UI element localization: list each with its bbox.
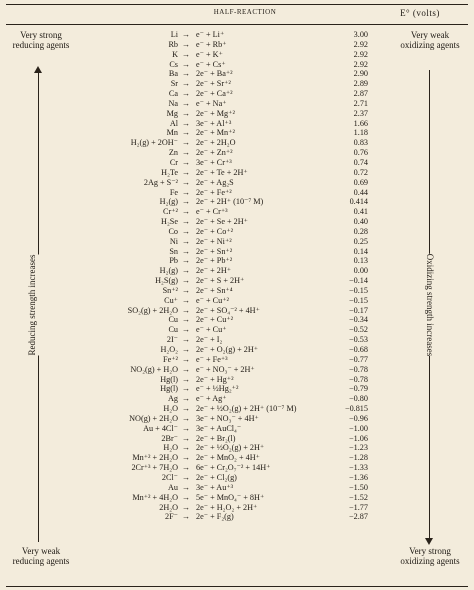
e-volts-header: E° (volts) bbox=[400, 8, 440, 18]
reaction-row bbox=[0, 158, 474, 168]
reaction-oxidant: e⁻ + Fe⁺³ bbox=[196, 354, 228, 364]
reaction-oxidant: 2e⁻ + SO₄⁻² + 4H⁺ bbox=[196, 305, 260, 315]
reaction-potential: −1.00 bbox=[349, 423, 368, 433]
reaction-oxidant: e⁻ + K⁺ bbox=[196, 49, 223, 59]
reaction-oxidant: e⁻ + Li⁺ bbox=[196, 30, 225, 39]
reaction-reductant: H₂(g) + 2OH⁻ bbox=[130, 138, 178, 148]
arrow-icon: → bbox=[181, 98, 191, 108]
reaction-row bbox=[0, 306, 474, 316]
arrow-icon: → bbox=[181, 472, 191, 482]
reaction-reductant: 2Ag + S⁻² bbox=[143, 177, 178, 187]
arrow-icon: → bbox=[181, 128, 191, 138]
reaction-row bbox=[0, 453, 474, 463]
reaction-row bbox=[0, 109, 474, 119]
reaction-oxidant: e⁻ + ½Hg₂⁺² bbox=[196, 384, 239, 394]
arrow-icon: → bbox=[181, 512, 191, 522]
arrow-icon: → bbox=[181, 30, 191, 39]
reaction-reductant: Cu bbox=[168, 325, 178, 335]
reaction-oxidant: 3e⁻ + NO₃⁻ + 4H⁺ bbox=[196, 413, 259, 423]
reaction-row bbox=[0, 375, 474, 385]
reaction-row bbox=[0, 227, 474, 237]
reaction-row bbox=[0, 256, 474, 266]
reaction-row bbox=[0, 266, 474, 276]
reaction-row bbox=[0, 69, 474, 79]
reaction-oxidant: 2e⁻ + Sr⁺² bbox=[196, 79, 231, 89]
reaction-reductant: Pb bbox=[169, 256, 178, 266]
reaction-oxidant: 2e⁻ + Te + 2H⁺ bbox=[196, 167, 248, 177]
reaction-potential: 2.92 bbox=[353, 39, 368, 49]
reaction-oxidant: 2e⁻ + I₂ bbox=[196, 335, 223, 345]
arrow-icon: → bbox=[181, 364, 191, 374]
arrow-icon: → bbox=[181, 246, 191, 256]
reaction-oxidant: e⁻ + Cs⁺ bbox=[196, 59, 226, 69]
reaction-row bbox=[0, 365, 474, 375]
reaction-potential: −1.06 bbox=[349, 433, 368, 443]
reaction-reductant: Cr⁺² bbox=[163, 207, 178, 217]
arrow-icon: → bbox=[181, 187, 191, 197]
reaction-row bbox=[0, 30, 474, 40]
reaction-reductant: Ca bbox=[168, 89, 178, 99]
reaction-potential: 0.00 bbox=[353, 266, 368, 276]
reaction-reductant: H₂O bbox=[163, 443, 178, 453]
reaction-reductant: H₂O bbox=[163, 404, 178, 414]
reaction-reductant: Sn bbox=[169, 246, 178, 256]
reaction-row bbox=[0, 443, 474, 453]
reaction-reductant: K bbox=[172, 49, 178, 59]
arrow-icon: → bbox=[181, 443, 191, 453]
reaction-potential: −0.34 bbox=[349, 315, 368, 325]
arrow-icon: → bbox=[181, 49, 191, 59]
reaction-potential: −0.68 bbox=[349, 345, 368, 354]
half-reaction-header: HALF-REACTION bbox=[213, 8, 277, 16]
arrow-icon: → bbox=[181, 305, 191, 315]
reaction-potential: 0.76 bbox=[353, 148, 368, 158]
reaction-reductant: Cr bbox=[169, 157, 178, 167]
oxidizing-strength-label: Oxidizing strength increases bbox=[425, 253, 435, 357]
arrow-icon: → bbox=[181, 236, 191, 246]
reaction-potential: 2.92 bbox=[353, 59, 368, 69]
reaction-potential: −1.28 bbox=[349, 453, 368, 463]
reaction-row bbox=[0, 119, 474, 129]
reaction-potential: 0.44 bbox=[353, 187, 368, 197]
reaction-potential: 0.414 bbox=[349, 197, 368, 207]
arrow-icon: → bbox=[181, 345, 191, 354]
reaction-reductant: Mn bbox=[166, 128, 178, 138]
reaction-potential: −0.78 bbox=[349, 364, 368, 374]
arrow-icon: → bbox=[181, 79, 191, 89]
reaction-reductant: H₂(g) bbox=[159, 197, 178, 207]
bottom-rule bbox=[6, 586, 468, 587]
arrow-icon: → bbox=[181, 295, 191, 305]
reaction-oxidant: 3e⁻ + Au⁺³ bbox=[196, 482, 234, 492]
reaction-row bbox=[0, 414, 474, 424]
reaction-row bbox=[0, 503, 474, 513]
reaction-reductant: H₂Te bbox=[161, 167, 178, 177]
reaction-row bbox=[0, 434, 474, 444]
arrow-icon: → bbox=[181, 394, 191, 404]
reaction-oxidant: 2e⁻ + F₂(g) bbox=[196, 512, 234, 522]
reaction-reductant: Hg(l) bbox=[160, 384, 178, 394]
reaction-reductant: Zn bbox=[168, 148, 178, 158]
reaction-oxidant: 2e⁻ + S + 2H⁺ bbox=[196, 276, 245, 286]
reaction-row bbox=[0, 512, 474, 522]
reaction-oxidant: 2e⁻ + Sn⁺² bbox=[196, 246, 233, 256]
reaction-potential: −0.52 bbox=[349, 325, 368, 335]
reaction-potential: −1.33 bbox=[349, 463, 368, 473]
reaction-oxidant: 2e⁻ + Zn⁺² bbox=[196, 148, 233, 158]
reaction-row bbox=[0, 355, 474, 365]
arrow-icon: → bbox=[181, 335, 191, 345]
reaction-row bbox=[0, 296, 474, 306]
reaction-potential: 2.37 bbox=[353, 108, 368, 118]
reaction-reductant: Ni bbox=[169, 236, 178, 246]
reaction-potential: −0.77 bbox=[349, 354, 368, 364]
reaction-potential: −1.36 bbox=[349, 472, 368, 482]
reaction-row bbox=[0, 60, 474, 70]
reaction-row bbox=[0, 178, 474, 188]
reaction-oxidant: 2e⁻ + 2H₂O bbox=[196, 138, 236, 148]
reaction-potential: −0.79 bbox=[349, 384, 368, 394]
reaction-potential: −0.15 bbox=[349, 285, 368, 295]
reaction-row bbox=[0, 335, 474, 345]
arrow-icon: → bbox=[181, 118, 191, 128]
reaction-reductant: 2Cr⁺³ + 7H₂O bbox=[131, 463, 178, 473]
reaction-potential: 2.92 bbox=[353, 49, 368, 59]
reaction-reductant: Ba bbox=[168, 69, 178, 79]
reaction-row bbox=[0, 128, 474, 138]
arrow-icon: → bbox=[181, 256, 191, 266]
reaction-row bbox=[0, 424, 474, 434]
reaction-oxidant: 2e⁻ + Se + 2H⁺ bbox=[196, 217, 248, 227]
reaction-oxidant: 2e⁻ + Fe⁺² bbox=[196, 187, 232, 197]
reaction-potential: −0.80 bbox=[349, 394, 368, 404]
arrow-icon: → bbox=[181, 492, 191, 502]
corner-top-left: Very strong reducing agents bbox=[12, 30, 70, 50]
reaction-potential: 0.83 bbox=[353, 138, 368, 148]
reaction-row bbox=[0, 384, 474, 394]
reaction-row bbox=[0, 40, 474, 50]
down-arrow-icon bbox=[425, 538, 433, 545]
reaction-row bbox=[0, 493, 474, 503]
reaction-row bbox=[0, 286, 474, 296]
reaction-oxidant: e⁻ + NO₃⁻ + 2H⁺ bbox=[196, 364, 255, 374]
reaction-row bbox=[0, 237, 474, 247]
reaction-oxidant: e⁻ + Cu⁺² bbox=[196, 295, 229, 305]
reaction-row bbox=[0, 50, 474, 60]
reaction-reductant: H₂Se bbox=[161, 217, 178, 227]
reaction-potential: 0.28 bbox=[353, 226, 368, 236]
reaction-potential: 0.13 bbox=[353, 256, 368, 266]
reaction-potential: 0.40 bbox=[353, 217, 368, 227]
reaction-oxidant: 2e⁻ + ½O₂(g) + 2H⁺ bbox=[196, 443, 265, 453]
reaction-reductant: Cu bbox=[168, 315, 178, 325]
reaction-potential: 2.71 bbox=[353, 98, 368, 108]
reaction-row bbox=[0, 463, 474, 473]
reaction-reductant: Mn⁺² + 2H₂O bbox=[132, 453, 178, 463]
reaction-oxidant: 2e⁻ + ½O₂(g) + 2H⁺ (10⁻⁷ M) bbox=[196, 404, 297, 414]
corner-bottom-right: Very strong oxidizing agents bbox=[400, 546, 460, 566]
reaction-reductant: Cu⁺ bbox=[164, 295, 178, 305]
reaction-reductant: H₂O₂ bbox=[160, 345, 178, 354]
reaction-reductant: 2I⁻ bbox=[166, 335, 178, 345]
corner-top-right: Very weak oxidizing agents bbox=[400, 30, 460, 50]
reaction-potential: −1.52 bbox=[349, 492, 368, 502]
reaction-row bbox=[0, 148, 474, 158]
reaction-reductant: Mg bbox=[166, 108, 178, 118]
reaction-potential: −2.87 bbox=[349, 512, 368, 522]
reaction-reductant: 2H₂O bbox=[159, 502, 178, 512]
arrow-icon: → bbox=[181, 413, 191, 423]
reaction-reductant: Rb bbox=[168, 39, 178, 49]
arrow-icon: → bbox=[181, 167, 191, 177]
reaction-oxidant: 3e⁻ + AuCl₄⁻ bbox=[196, 423, 242, 433]
reaction-reductant: Ag bbox=[167, 394, 178, 404]
reaction-row bbox=[0, 394, 474, 404]
reaction-reductant: 2F⁻ bbox=[165, 512, 178, 522]
top-rule bbox=[6, 4, 468, 5]
reaction-potential: −0.96 bbox=[349, 413, 368, 423]
arrow-icon: → bbox=[181, 197, 191, 207]
reaction-reductant: 2Cl⁻ bbox=[161, 472, 178, 482]
arrow-icon: → bbox=[181, 138, 191, 148]
reaction-potential: 0.74 bbox=[353, 157, 368, 167]
reaction-potential: −1.23 bbox=[349, 443, 368, 453]
reaction-oxidant: 2e⁻ + Cl₂(g) bbox=[196, 472, 237, 482]
arrow-icon: → bbox=[181, 433, 191, 443]
reaction-potential: −0.14 bbox=[349, 276, 368, 286]
arrow-icon: → bbox=[181, 266, 191, 276]
reaction-row bbox=[0, 276, 474, 286]
arrow-icon: → bbox=[181, 59, 191, 69]
reaction-potential: 3.00 bbox=[353, 30, 368, 39]
arrow-icon: → bbox=[181, 374, 191, 384]
reaction-reductant: Au bbox=[167, 482, 178, 492]
arrow-icon: → bbox=[181, 148, 191, 158]
reaction-potential: 2.87 bbox=[353, 89, 368, 99]
reaction-row bbox=[0, 197, 474, 207]
reaction-reductant: Al bbox=[169, 118, 178, 128]
arrow-icon: → bbox=[181, 423, 191, 433]
arrow-icon: → bbox=[181, 39, 191, 49]
arrow-icon: → bbox=[181, 207, 191, 217]
reaction-oxidant: 2e⁻ + Pb⁺² bbox=[196, 256, 233, 266]
reaction-oxidant: e⁻ + Rb⁺ bbox=[196, 39, 227, 49]
reaction-oxidant: 5e⁻ + MnO₄⁻ + 8H⁺ bbox=[196, 492, 265, 502]
reaction-oxidant: 6e⁻ + Cr₂O₇⁻² + 14H⁺ bbox=[196, 463, 271, 473]
reaction-oxidant: 2e⁻ + Cu⁺² bbox=[196, 315, 234, 325]
reaction-reductant: 2Br⁻ bbox=[161, 433, 178, 443]
reaction-reductant: Co bbox=[168, 226, 178, 236]
arrow-icon: → bbox=[181, 157, 191, 167]
reaction-oxidant: 2e⁻ + Hg⁺² bbox=[196, 374, 234, 384]
reaction-potential: 2.89 bbox=[353, 79, 368, 89]
reaction-reductant: H₂S(g) bbox=[155, 276, 178, 286]
reaction-potential: −0.815 bbox=[344, 404, 368, 414]
arrow-icon: → bbox=[181, 463, 191, 473]
arrow-icon: → bbox=[181, 108, 191, 118]
reaction-reductant: Cs bbox=[169, 59, 178, 69]
reaction-oxidant: 2e⁻ + Mn⁺² bbox=[196, 128, 235, 138]
reaction-potential: 0.72 bbox=[353, 167, 368, 177]
reaction-potential: −0.17 bbox=[349, 305, 368, 315]
reaction-reductant: Sn⁺² bbox=[162, 285, 178, 295]
reaction-potential: 0.14 bbox=[353, 246, 368, 256]
arrow-icon: → bbox=[181, 453, 191, 463]
reaction-row bbox=[0, 168, 474, 178]
arrow-icon: → bbox=[181, 69, 191, 79]
arrow-icon: → bbox=[181, 285, 191, 295]
reaction-oxidant: 2e⁻ + MnO₂ + 4H⁺ bbox=[196, 453, 260, 463]
reaction-oxidant: e⁻ + Cr⁺³ bbox=[196, 207, 228, 217]
reaction-potential: −1.77 bbox=[349, 502, 368, 512]
arrow-icon: → bbox=[181, 177, 191, 187]
arrow-icon: → bbox=[181, 482, 191, 492]
reaction-reductant: Li bbox=[170, 30, 178, 39]
reaction-potential: −0.78 bbox=[349, 374, 368, 384]
reaction-reductant: Fe bbox=[169, 187, 178, 197]
reaction-reductant: Na bbox=[168, 98, 178, 108]
reaction-reductant: Au + 4Cl⁻ bbox=[143, 423, 178, 433]
arrow-icon: → bbox=[181, 325, 191, 335]
reaction-oxidant: 2e⁻ + H₂O₂ + 2H⁺ bbox=[196, 502, 258, 512]
reducing-strength-label: Reducing strength increases bbox=[27, 254, 37, 356]
reaction-oxidant: 2e⁻ + Br₂(l) bbox=[196, 433, 236, 443]
reaction-row bbox=[0, 315, 474, 325]
corner-bottom-left: Very weak reducing agents bbox=[12, 546, 70, 566]
arrow-icon: → bbox=[181, 89, 191, 99]
reaction-oxidant: 2e⁻ + Ca⁺² bbox=[196, 89, 233, 99]
reaction-row bbox=[0, 79, 474, 89]
reaction-oxidant: 2e⁻ + Ba⁺² bbox=[196, 69, 233, 79]
arrow-icon: → bbox=[181, 502, 191, 512]
reaction-potential: 0.25 bbox=[353, 236, 368, 246]
reaction-oxidant: e⁻ + Na⁺ bbox=[196, 98, 227, 108]
arrow-icon: → bbox=[181, 354, 191, 364]
reaction-row bbox=[0, 473, 474, 483]
reaction-row bbox=[0, 138, 474, 148]
arrow-icon: → bbox=[181, 384, 191, 394]
reaction-oxidant: 2e⁻ + Co⁺² bbox=[196, 226, 234, 236]
reaction-potential: −0.15 bbox=[349, 295, 368, 305]
reaction-reductant: NO₂(g) + H₂O bbox=[130, 364, 178, 374]
reaction-potential: 1.66 bbox=[353, 118, 368, 128]
reaction-potential: 1.18 bbox=[353, 128, 368, 138]
reaction-potential: −0.53 bbox=[349, 335, 368, 345]
reaction-row bbox=[0, 247, 474, 257]
reaction-oxidant: 2e⁻ + Mg⁺² bbox=[196, 108, 235, 118]
reaction-reductant: Sr bbox=[170, 79, 178, 89]
reaction-reductant: Mn⁺² + 4H₂O bbox=[132, 492, 178, 502]
reaction-oxidant: 2e⁻ + 2H⁺ (10⁻⁷ M) bbox=[196, 197, 264, 207]
arrow-icon: → bbox=[181, 217, 191, 227]
header-rule bbox=[6, 24, 468, 25]
reaction-oxidant: 2e⁻ + O₂(g) + 2H⁺ bbox=[196, 345, 259, 354]
reaction-row bbox=[0, 89, 474, 99]
reaction-rows bbox=[0, 30, 474, 522]
reaction-oxidant: 2e⁻ + Sn⁺⁴ bbox=[196, 285, 233, 295]
reaction-oxidant: e⁻ + Ag⁺ bbox=[196, 394, 227, 404]
reaction-reductant: H₂(g) bbox=[159, 266, 178, 276]
reaction-reductant: NO(g) + 2H₂O bbox=[129, 413, 178, 423]
arrow-icon: → bbox=[181, 404, 191, 414]
reaction-reductant: Fe⁺² bbox=[163, 354, 178, 364]
reaction-row bbox=[0, 325, 474, 335]
reaction-oxidant: 2e⁻ + 2H⁺ bbox=[196, 266, 232, 276]
reaction-oxidant: 2e⁻ + Ag₂S bbox=[196, 177, 234, 187]
reaction-row bbox=[0, 404, 474, 414]
reaction-potential: 0.69 bbox=[353, 177, 368, 187]
reaction-row bbox=[0, 207, 474, 217]
reaction-oxidant: 2e⁻ + Ni⁺² bbox=[196, 236, 232, 246]
reaction-row bbox=[0, 345, 474, 355]
reaction-reductant: Hg(l) bbox=[160, 374, 178, 384]
reaction-oxidant: 3e⁻ + Cr⁺³ bbox=[196, 157, 232, 167]
reaction-row bbox=[0, 483, 474, 493]
reaction-row bbox=[0, 188, 474, 198]
reaction-potential: 2.90 bbox=[353, 69, 368, 79]
reaction-oxidant: 3e⁻ + Al⁺³ bbox=[196, 118, 232, 128]
reaction-oxidant: e⁻ + Cu⁺ bbox=[196, 325, 227, 335]
arrow-icon: → bbox=[181, 226, 191, 236]
reaction-row bbox=[0, 217, 474, 227]
reaction-potential: 0.41 bbox=[353, 207, 368, 217]
reaction-potential: −1.50 bbox=[349, 482, 368, 492]
reaction-reductant: SO₂(g) + 2H₂O bbox=[127, 305, 178, 315]
reaction-row bbox=[0, 99, 474, 109]
arrow-icon: → bbox=[181, 315, 191, 325]
arrow-icon: → bbox=[181, 276, 191, 286]
